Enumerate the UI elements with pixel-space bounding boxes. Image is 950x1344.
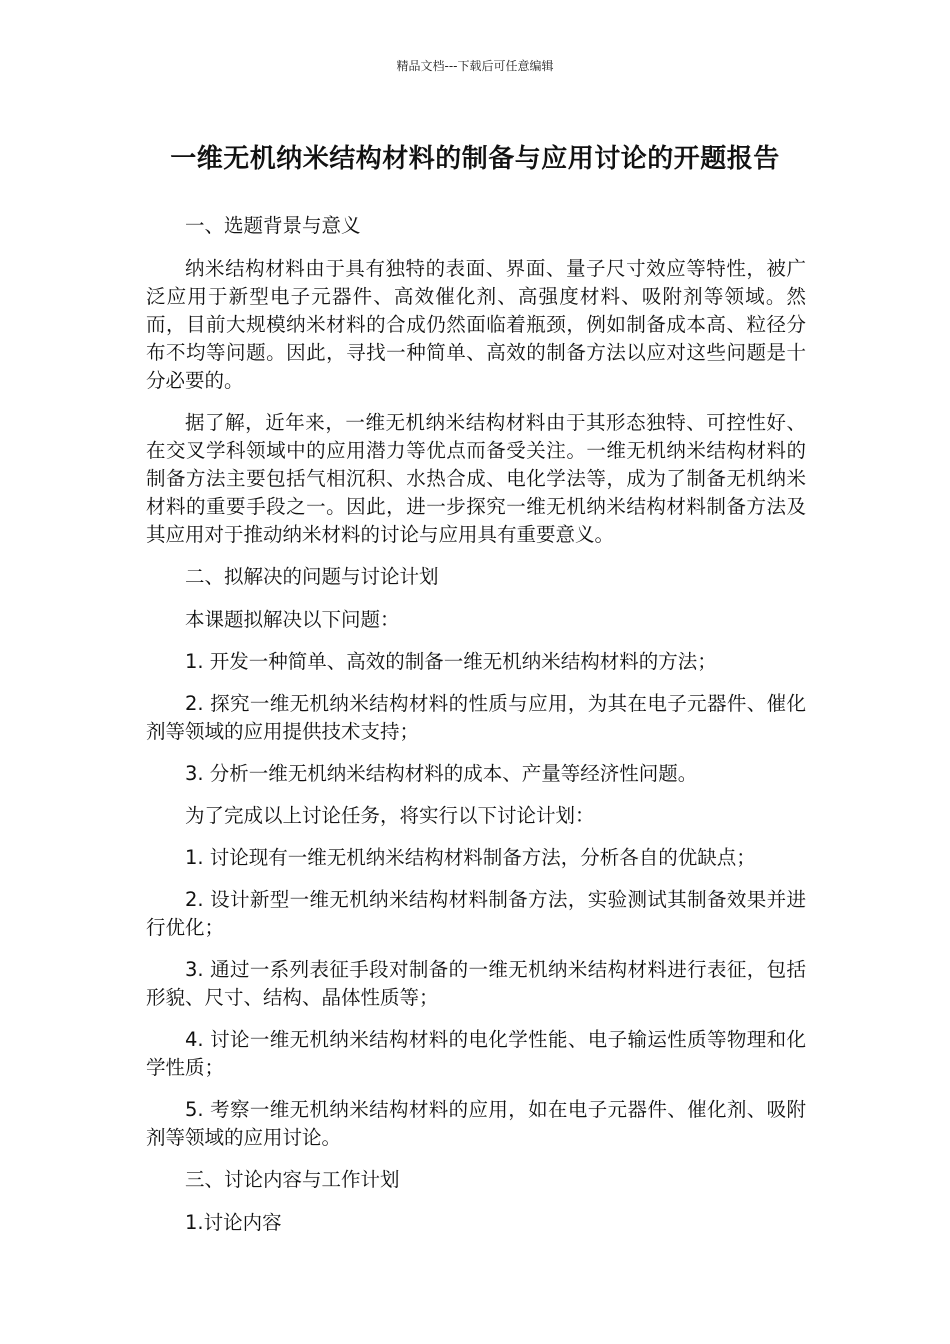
- list-item: 4. 讨论一维无机纳米结构材料的电化学性能、电子输运性质等物理和化学性质；: [146, 1028, 806, 1079]
- list-item: 2. 设计新型一维无机纳米结构材料制备方法，实验测试其制备效果并进行优化；: [146, 888, 806, 939]
- section-heading-problems: 二、拟解决的问题与讨论计划: [185, 565, 439, 588]
- list-item: 3. 通过一系列表征手段对制备的一维无机纳米结构材料进行表征，包括形貌、尺寸、结构、晶体性质等；: [146, 958, 806, 1009]
- document-body: [146, 212, 806, 1251]
- paragraph: 纳米结构材料由于具有独特的表面、界面、量子尺寸效应等特性，被广泛应用于新型电子元器件、高效催化剂、高强度材料、吸附剂等领域。然而，目前大规模纳米材料的合成仍然面临着瓶颈，例如制备成本高、粒径分布不均等问题。因此，寻找一种简单、高效的制备方法以应对这些问题是十分必要的。: [146, 257, 806, 392]
- list-item: 5. 考察一维无机纳米结构材料的应用，如在电子元器件、催化剂、吸附剂等领域的应用讨论。: [146, 1098, 806, 1149]
- paragraph: 本课题拟解决以下问题：: [185, 608, 400, 631]
- subsection-heading: 1.讨论内容: [185, 1211, 282, 1234]
- list-item: 1. 开发一种简单、高效的制备一维无机纳米结构材料的方法；: [185, 650, 717, 673]
- section-heading-content: 三、讨论内容与工作计划: [185, 1168, 400, 1191]
- list-item: 2. 探究一维无机纳米结构材料的性质与应用，为其在电子元器件、催化剂等领域的应用提供技术支持；: [146, 692, 806, 743]
- document-title: 一维无机纳米结构材料的制备与应用讨论的开题报告: [170, 144, 780, 174]
- list-item: 3. 分析一维无机纳米结构材料的成本、产量等经济性问题。: [185, 762, 698, 785]
- header-note: 精品文档---下载后可任意编辑: [396, 59, 554, 73]
- list-item: 1. 讨论现有一维无机纳米结构材料制备方法，分析各自的优缺点；: [185, 846, 756, 869]
- paragraph: 为了完成以上讨论任务，将实行以下讨论计划：: [185, 804, 595, 827]
- section-heading-background: 一、选题背景与意义: [185, 214, 361, 237]
- paragraph: 据了解，近年来，一维无机纳米结构材料由于其形态独特、可控性好、在交叉学科领域中的应用潜力等优点而备受关注。一维无机纳米结构材料的制备方法主要包括气相沉积、水热合成、电化学法等，成为了制备无机纳米材料的重要手段之一。因此，进一步探究一维无机纳米结构材料制备方法及其应用对于推动纳米材料的讨论与应用具有重要意义。: [146, 411, 806, 546]
